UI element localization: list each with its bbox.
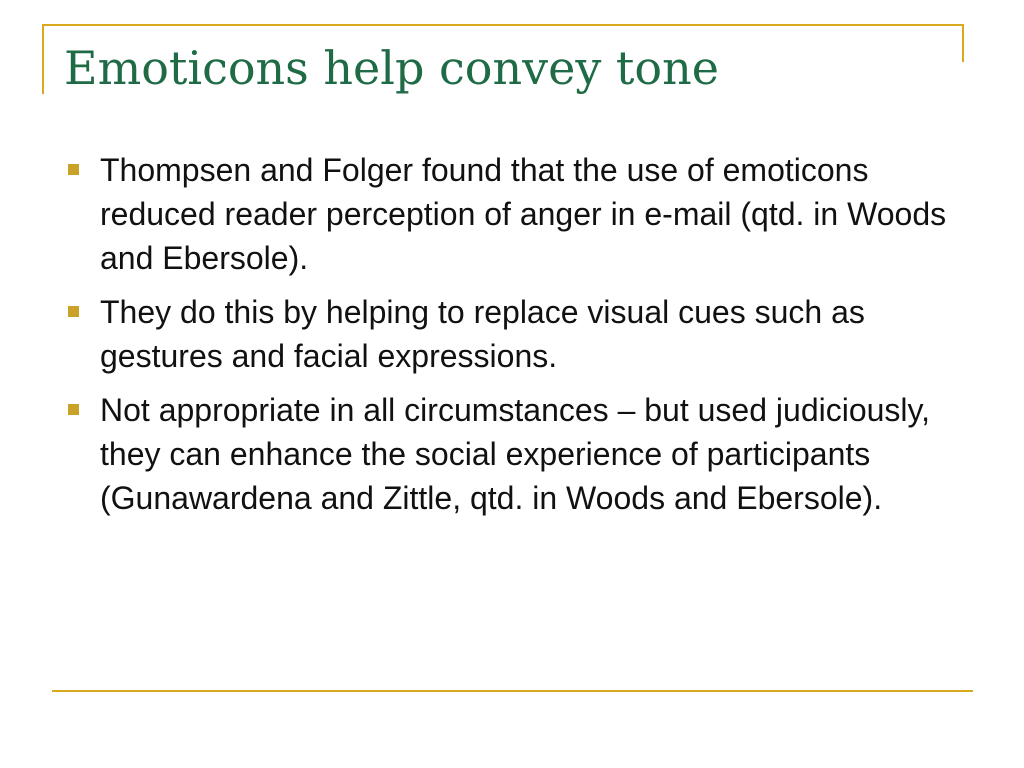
bullet-text: They do this by helping to replace visual cues such as gestures and facial expressions. (100, 294, 865, 374)
bullet-item (64, 290, 964, 378)
square-bullet-icon (68, 164, 79, 175)
square-bullet-icon (68, 306, 79, 317)
bottom-accent-line (52, 690, 973, 692)
bullet-text: Thompsen and Folger found that the use of emoticons reduced reader perception of anger in e-mail (qtd. in Woods and Ebersole). (100, 152, 947, 276)
square-bullet-icon (68, 404, 79, 415)
bullet-item (64, 148, 964, 280)
top-accent-line (42, 24, 964, 26)
bullet-item (64, 388, 964, 520)
left-accent-line (42, 24, 44, 94)
slide-title: Emoticons help convey tone (64, 41, 719, 95)
bullet-list (64, 148, 964, 530)
bullet-text: Not appropriate in all circumstances – but used judiciously, they can enhance the social experience of participants (Gunawardena and Zittle, qtd. in Woods and Ebersole). (100, 392, 931, 516)
right-accent-line (962, 24, 964, 62)
